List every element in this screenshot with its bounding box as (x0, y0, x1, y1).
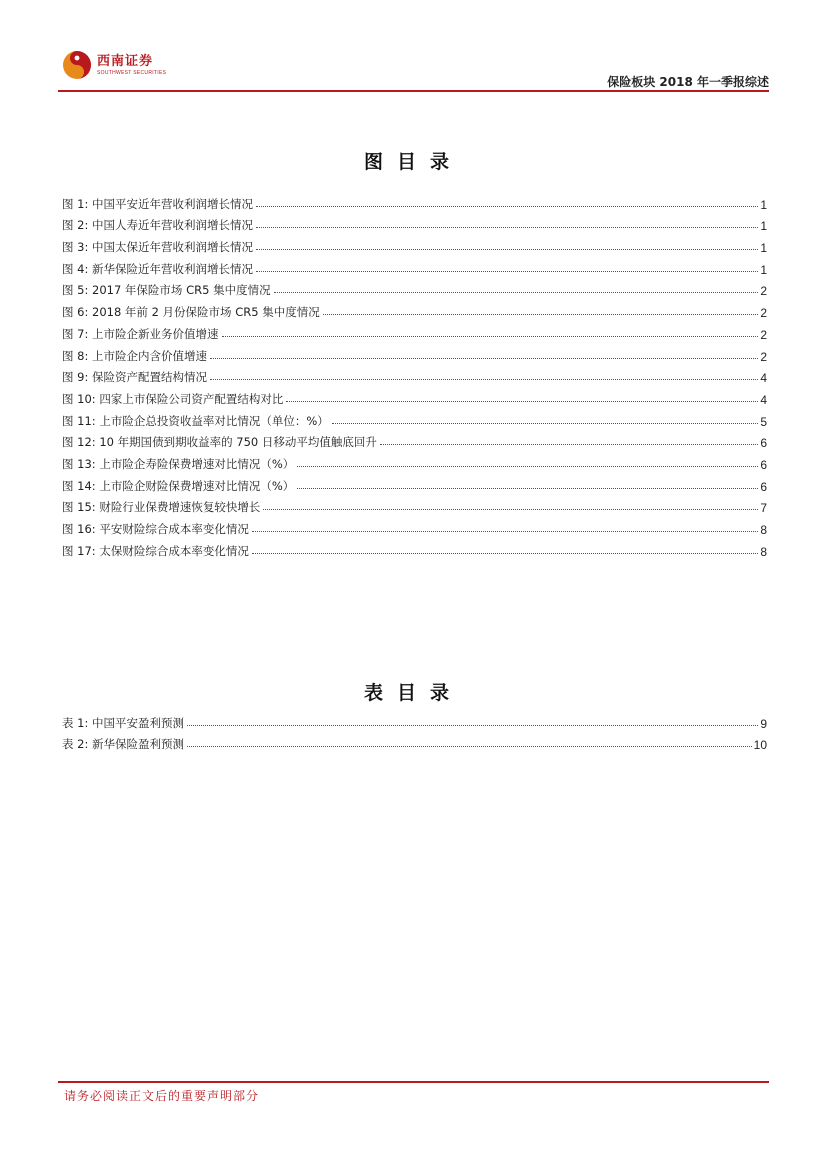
figure-toc-page-number: 1 (760, 219, 767, 234)
toc-dot-leader (252, 553, 758, 554)
toc-dot-leader (222, 336, 759, 337)
header-divider (58, 90, 769, 92)
figure-toc-label: 图 17: 太保财险综合成本率变化情况 (62, 543, 249, 558)
figure-toc-label: 图 13: 上市险企寿险保费增速对比情况（%） (62, 456, 295, 471)
figure-toc-entry[interactable] (62, 320, 767, 342)
toc-dot-leader (263, 509, 758, 510)
tables-toc-title: 表目录 (363, 682, 463, 704)
table-toc-label: 表 1: 中国平安盈利预测 (62, 715, 185, 730)
toc-dot-leader (297, 488, 758, 489)
figure-toc-label: 图 5: 2017 年保险市场 CR5 集中度情况 (62, 283, 271, 298)
figure-toc-entry[interactable] (62, 450, 767, 472)
figure-toc-entry[interactable] (62, 537, 767, 559)
figure-toc-page-number: 8 (760, 544, 767, 559)
footer-disclaimer: 请务必阅读正文后的重要声明部分 (64, 1089, 260, 1103)
footer-divider (58, 1081, 769, 1083)
figure-toc-page-number: 7 (760, 501, 767, 516)
figure-toc-label: 图 6: 2018 年前 2 月份保险市场 CR5 集中度情况 (62, 305, 320, 320)
toc-dot-leader (380, 444, 758, 445)
company-logo (62, 50, 166, 80)
figure-toc-page-number: 1 (760, 241, 767, 256)
figure-toc-label: 图 4: 新华保险近年营收利润增长情况 (62, 261, 254, 276)
figure-toc-entry[interactable] (62, 342, 767, 364)
figure-toc-page-number: 6 (760, 436, 767, 451)
figure-toc-page-number: 5 (760, 414, 767, 429)
figure-toc-entry[interactable] (62, 472, 767, 494)
figure-toc-entry[interactable] (62, 494, 767, 516)
toc-dot-leader (286, 401, 758, 402)
page-header (0, 0, 827, 95)
toc-dot-leader (323, 314, 759, 315)
figure-toc-label: 图 8: 上市险企内含价值增速 (62, 348, 208, 363)
figure-toc-label: 图 15: 财险行业保费增速恢复较快增长 (62, 500, 261, 515)
figures-toc-list (62, 190, 767, 559)
toc-dot-leader (256, 249, 758, 250)
figure-toc-entry[interactable] (62, 364, 767, 386)
figure-toc-page-number: 8 (760, 523, 767, 537)
figure-toc-page-number: 4 (760, 371, 767, 386)
figure-toc-label: 图 3: 中国太保近年营收利润增长情况 (62, 240, 254, 255)
company-logo-icon (62, 50, 92, 80)
table-toc-page-number: 10 (753, 738, 767, 753)
toc-dot-leader (210, 358, 758, 359)
toc-dot-leader (187, 725, 758, 726)
figure-toc-entry[interactable] (62, 515, 767, 537)
toc-dot-leader (274, 292, 759, 293)
figure-toc-page-number: 1 (760, 262, 767, 277)
figure-toc-label: 图 16: 平安财险综合成本率变化情况 (62, 522, 249, 536)
figure-toc-label: 图 11: 上市险企总投资收益率对比情况（单位：%） (62, 413, 329, 428)
figure-toc-entry[interactable] (62, 407, 767, 429)
figure-toc-label: 图 7: 上市险企新业务价值增速 (62, 326, 219, 341)
toc-dot-leader (332, 423, 759, 424)
figures-toc-title: 图目录 (363, 151, 463, 173)
tables-toc-list (62, 709, 767, 752)
logo-name-en: SOUTHWEST SECURITIES (97, 69, 167, 76)
figure-toc-entry[interactable] (62, 255, 767, 277)
figure-toc-entry[interactable] (62, 429, 767, 451)
figure-toc-entry[interactable] (62, 298, 767, 320)
figure-toc-label: 图 2: 中国人寿近年营收利润增长情况 (62, 218, 254, 233)
toc-dot-leader (256, 227, 758, 228)
figure-toc-label: 图 9: 保险资产配置结构情况 (62, 370, 208, 385)
toc-dot-leader (297, 466, 758, 467)
figure-toc-page-number: 4 (760, 392, 767, 407)
table-toc-label: 表 2: 新华保险盈利预测 (62, 737, 185, 752)
figure-toc-page-number: 2 (760, 284, 767, 299)
figure-toc-page-number: 2 (760, 306, 767, 321)
table-toc-page-number: 9 (760, 716, 767, 731)
toc-dot-leader (210, 379, 758, 380)
toc-dot-leader (187, 746, 752, 747)
report-title: 保险板块 2018 年一季报综述 (607, 75, 769, 89)
logo-name-cn: 西南证券 (97, 53, 154, 69)
figure-toc-entry[interactable] (62, 277, 767, 299)
figure-toc-entry[interactable] (62, 190, 767, 212)
figure-toc-page-number: 2 (760, 327, 767, 342)
toc-dot-leader (256, 271, 758, 272)
toc-dot-leader (252, 531, 758, 532)
table-toc-entry[interactable] (62, 709, 767, 731)
figure-toc-label: 图 14: 上市险企财险保费增速对比情况（%） (62, 478, 295, 493)
figure-toc-entry[interactable] (62, 212, 767, 234)
figure-toc-label: 图 10: 四家上市保险公司资产配置结构对比 (62, 391, 284, 406)
toc-dot-leader (256, 206, 758, 207)
figure-toc-label: 图 1: 中国平安近年营收利润增长情况 (62, 196, 254, 211)
table-toc-entry[interactable] (62, 731, 767, 753)
figure-toc-page-number: 6 (760, 457, 767, 472)
figure-toc-entry[interactable] (62, 385, 767, 407)
figure-toc-page-number: 1 (760, 197, 767, 212)
figure-toc-page-number: 2 (760, 349, 767, 364)
figure-toc-label: 图 12: 10 年期国债到期收益率的 750 日移动平均值触底回升 (62, 435, 377, 450)
figure-toc-entry[interactable] (62, 233, 767, 255)
figure-toc-page-number: 6 (760, 479, 767, 494)
